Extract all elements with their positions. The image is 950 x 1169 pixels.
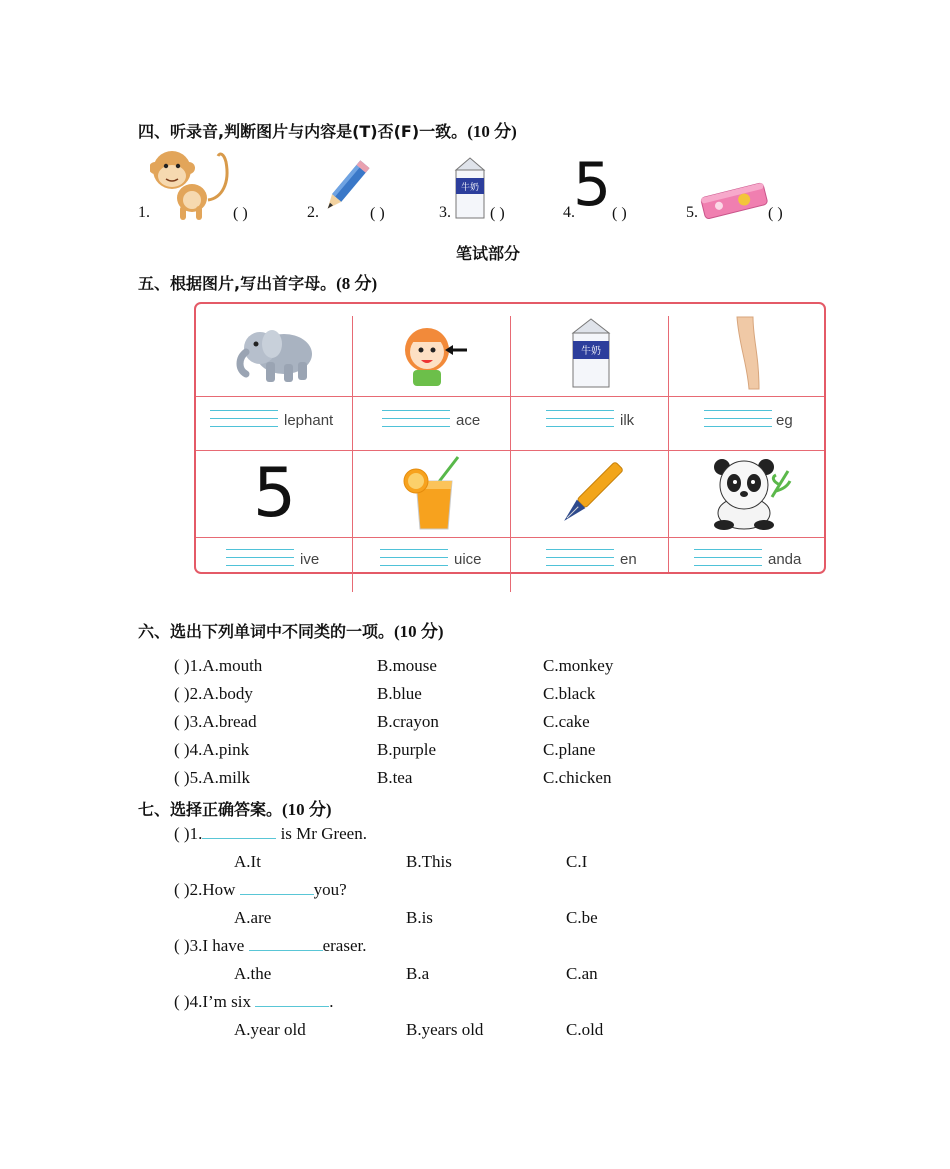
s7-q1-option-a: A.It — [234, 852, 261, 871]
s6-q1[interactable]: ( )1.A.mouth — [174, 656, 263, 675]
section-6-title: 六、选出下列单词中不同类的一项。 — [138, 622, 395, 641]
s6-q3[interactable]: ( )3.A.bread — [174, 712, 257, 731]
s7-q3-option-b: B.a — [406, 964, 430, 983]
s7-q3-option-a: A.the — [234, 964, 272, 983]
elephant-icon — [232, 318, 318, 388]
s7-q3-blank[interactable] — [249, 936, 323, 951]
section-7-title: 七、选择正确答案。 — [138, 800, 283, 819]
milk-carton-icon — [569, 317, 613, 389]
s4-item-2-number: 2. — [307, 204, 319, 221]
s6-q4-option-b: B.purple — [377, 740, 437, 759]
milk-label-text: 牛奶 — [580, 346, 601, 357]
picture-cell-face — [354, 310, 511, 396]
section-7-points: (10 分) — [282, 800, 332, 819]
writing-lines — [210, 410, 278, 434]
writing-lines — [546, 410, 614, 434]
milk-label-text: 牛奶 — [460, 183, 480, 193]
word-suffix: en — [620, 551, 637, 568]
word-cell-lephant[interactable] — [196, 397, 353, 449]
picture-cell-juice — [354, 451, 511, 537]
s7-q4-stem: ( )4.I’m six — [174, 992, 256, 1011]
s6-q5-option-b: B.tea — [377, 768, 413, 787]
leg-icon — [729, 315, 769, 391]
s7-q2-blank[interactable] — [240, 880, 314, 895]
word-cell-ive[interactable] — [196, 538, 353, 574]
s7-q2-stem: ( )2.How — [174, 880, 240, 899]
s7-q3-option-c: C.an — [566, 964, 598, 983]
picture-cell-milk — [512, 310, 669, 396]
writing-lines — [546, 549, 614, 573]
s7-q1[interactable] — [174, 824, 367, 844]
section-6-heading — [138, 617, 444, 642]
s6-q4[interactable]: ( )4.A.pink — [174, 740, 250, 759]
section-5-title: 五、根据图片,写出首字母。 — [138, 274, 337, 293]
section-4-title: 四、听录音,判断图片与内容是(T)否(F)一致。 — [138, 122, 468, 141]
word-cell-uice[interactable] — [354, 538, 511, 574]
s6-q4-option-c: C.plane — [543, 740, 596, 759]
s7-q4-blank[interactable] — [255, 992, 329, 1007]
word-cell-en[interactable] — [512, 538, 669, 574]
s7-q1-option-b: B.This — [406, 852, 452, 871]
s7-q2-tail: you? — [313, 880, 347, 899]
s7-q3-stem: ( )3.I have — [174, 936, 249, 955]
word-suffix: ilk — [620, 412, 635, 429]
picture-cell-elephant — [196, 310, 353, 396]
girl-face-icon — [393, 318, 473, 388]
s6-q1-option-b: B.mouse — [377, 656, 437, 675]
writing-lines — [382, 410, 450, 434]
s4-item-2-answer[interactable]: ( ) — [370, 205, 385, 222]
word-suffix: eg — [776, 412, 793, 429]
picture-cell-panda — [670, 451, 827, 537]
picture-word-grid — [194, 302, 826, 574]
writing-lines — [694, 549, 762, 573]
s6-q3-option-c: C.cake — [543, 712, 590, 731]
panda-icon — [706, 457, 792, 531]
s7-q2-option-b: B.is — [406, 908, 433, 927]
word-cell-ace[interactable] — [354, 397, 511, 449]
s7-q1-blank[interactable] — [202, 824, 276, 839]
s4-item-5-answer[interactable]: ( ) — [768, 205, 783, 222]
word-cell-ilk[interactable] — [512, 397, 669, 449]
section-6-points: (10 分) — [394, 622, 444, 641]
s6-q2-option-b: B.blue — [377, 684, 422, 703]
s4-item-5-number: 5. — [686, 204, 698, 221]
s7-q3-tail: eraser. — [322, 936, 367, 955]
s7-q2[interactable] — [174, 880, 347, 900]
picture-cell-leg — [670, 310, 827, 396]
s4-item-1-answer[interactable]: ( ) — [233, 205, 248, 222]
section-4-points: (10 分) — [467, 122, 517, 141]
s4-item-3-answer[interactable]: ( ) — [490, 205, 505, 222]
s7-q1-tail: is Mr Green. — [276, 824, 367, 843]
section-7-heading — [138, 795, 332, 820]
fountain-pen-icon — [555, 456, 627, 532]
s4-item-4-number: 4. — [563, 204, 575, 221]
s7-q1-stem: ( )1. — [174, 824, 203, 843]
milk-carton-icon — [452, 156, 488, 220]
word-cell-eg[interactable] — [670, 397, 827, 449]
s7-q2-option-a: A.are — [234, 908, 272, 927]
s7-q4-option-a: A.year old — [234, 1020, 306, 1039]
word-suffix: ive — [300, 551, 320, 568]
pencil-icon — [320, 157, 370, 219]
s6-q2-option-c: C.black — [543, 684, 596, 703]
juice-glass-icon — [400, 455, 466, 533]
s7-q4-tail: . — [329, 992, 334, 1011]
word-suffix: lephant — [284, 412, 334, 429]
writing-lines — [704, 410, 772, 434]
s6-q3-option-b: B.crayon — [377, 712, 439, 731]
s7-q4[interactable] — [174, 992, 333, 1012]
s7-q4-option-b: B.years old — [406, 1020, 484, 1039]
picture-cell-pen — [512, 451, 669, 537]
number-five-icon: 5 — [573, 150, 612, 220]
s4-item-4-answer[interactable]: ( ) — [612, 205, 627, 222]
s6-q5[interactable]: ( )5.A.milk — [174, 768, 251, 787]
s7-q3[interactable] — [174, 936, 366, 956]
word-suffix: uice — [454, 551, 482, 568]
word-suffix: anda — [768, 551, 802, 568]
section-4-heading — [138, 117, 517, 142]
s6-q5-option-c: C.chicken — [543, 768, 612, 787]
word-cell-anda[interactable] — [670, 538, 827, 574]
s7-q2-option-c: C.be — [566, 908, 598, 927]
s7-q4-option-c: C.old — [566, 1020, 604, 1039]
s6-q2[interactable]: ( )2.A.body — [174, 684, 253, 703]
monkey-icon — [150, 148, 232, 222]
section-5-points: (8 分) — [336, 274, 378, 293]
number-five-icon: 5 — [252, 454, 297, 533]
s7-q1-option-c: C.I — [566, 852, 588, 871]
s6-q1-option-c: C.monkey — [543, 656, 614, 675]
picture-cell-five — [196, 451, 353, 537]
word-suffix: ace — [456, 412, 481, 429]
section-5-heading — [138, 269, 377, 294]
pencil-box-icon — [698, 180, 770, 220]
written-part-label: 笔试部分 — [456, 244, 521, 263]
s4-item-3-number: 3. — [439, 204, 451, 221]
s4-item-1-number: 1. — [138, 204, 150, 221]
writing-lines — [380, 549, 448, 573]
writing-lines — [226, 549, 294, 573]
